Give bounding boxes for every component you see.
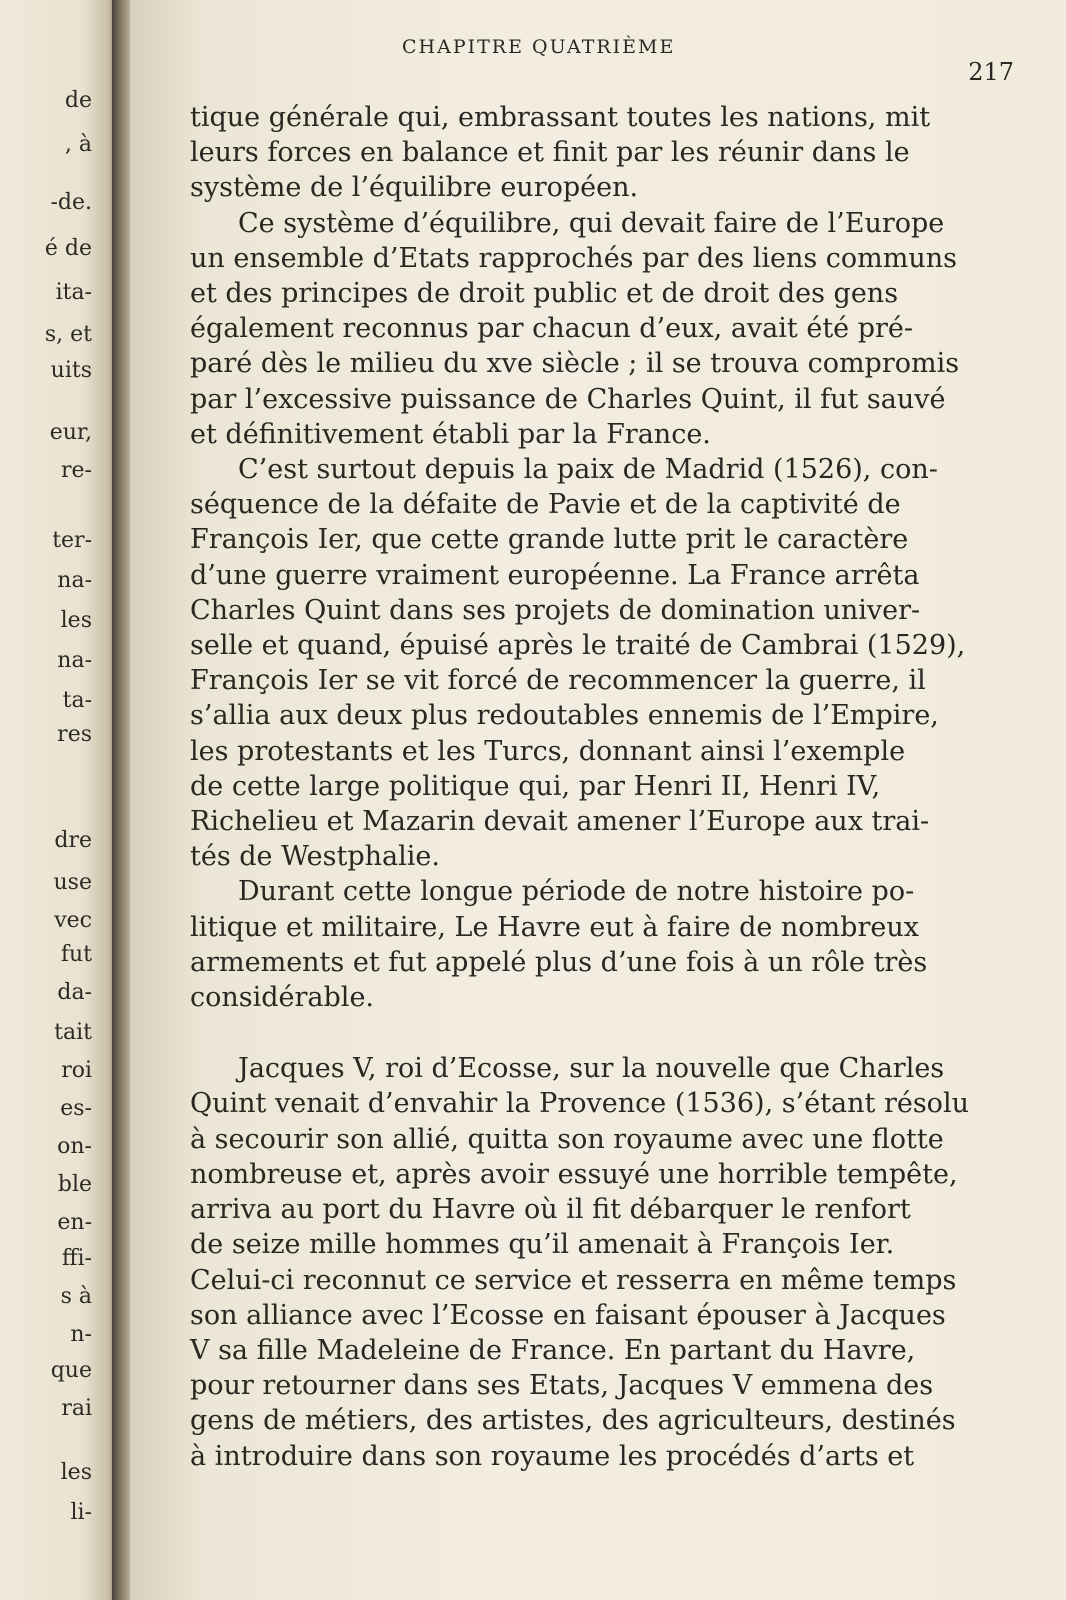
paragraph	[190, 100, 990, 206]
text-line: pour retourner dans ses Etats, Jacques V emmena des	[190, 1370, 934, 1402]
text-line: et des principes de droit public et de droit des gens	[190, 278, 899, 310]
text-line: Richelieu et Mazarin devait amener l’Europe aux trai-	[190, 806, 930, 838]
left-page-fragment: n-	[70, 1322, 92, 1347]
text-line: Celui-ci reconnut ce service et resserra en même temps	[190, 1264, 957, 1296]
left-page-fragment: rai	[61, 1396, 92, 1421]
text-line: François Ier se vit forcé de recommencer la guerre, il	[190, 665, 926, 697]
left-page-fragment: ble	[57, 1172, 92, 1197]
running-head: CHAPITRE QUATRIÈME	[402, 36, 676, 58]
left-page-fragment: res	[57, 722, 92, 747]
left-page-fragment: on-	[57, 1134, 92, 1159]
left-page-fragment: na-	[57, 648, 92, 673]
left-page-fragment: da-	[57, 980, 92, 1005]
text-line: Charles Quint dans ses projets de domination univer-	[190, 594, 921, 626]
text-line: un ensemble d’Etats rapprochés par des liens communs	[190, 242, 957, 274]
paragraph	[190, 452, 990, 874]
text-line: son alliance avec l’Ecosse en faisant épouser à Jacques	[190, 1299, 946, 1331]
left-page-fragment: dre	[54, 828, 92, 853]
text-line: Ce système d’équilibre, qui devait faire de l’Europe	[238, 207, 945, 239]
body-text	[190, 100, 990, 1474]
page-number: 217	[968, 58, 1014, 86]
left-page-fragment: é de	[44, 236, 92, 261]
left-page-fragment: s à	[60, 1284, 92, 1309]
paragraph	[190, 874, 990, 1015]
left-page-fragment: ita-	[55, 280, 92, 305]
left-page-fragment: tait	[54, 1020, 92, 1045]
left-page	[0, 0, 118, 1600]
left-page-fragment: de	[64, 88, 92, 113]
text-line: à introduire dans son royaume les procédés d’arts et	[190, 1440, 915, 1472]
text-line: C’est surtout depuis la paix de Madrid (1526), con-	[238, 454, 938, 486]
text-line: à secourir son allié, quitta son royaume avec une flotte	[190, 1123, 944, 1155]
right-page	[130, 0, 1066, 1600]
text-line: paré dès le milieu du xve siècle ; il se trouva compromis	[190, 348, 960, 380]
text-line: Durant cette longue période de notre histoire po-	[238, 876, 915, 908]
left-page-fragment: , à	[64, 132, 92, 157]
text-line: système de l’équilibre européen.	[190, 172, 639, 204]
left-page-fragment: roi	[61, 1058, 92, 1083]
text-line: également reconnus par chacun d’eux, avait été pré-	[190, 313, 914, 345]
left-page-fragment: en-	[57, 1210, 92, 1235]
text-line: armements et fut appelé plus d’une fois à un rôle très	[190, 946, 928, 978]
left-page-fragment: les	[60, 1460, 92, 1485]
left-page-fragment: vec	[54, 908, 92, 933]
left-page-fragment: s, et	[44, 322, 92, 347]
text-line: selle et quand, épuisé après le traité de Cambrai (1529),	[190, 630, 966, 662]
left-page-fragment: es-	[60, 1096, 92, 1121]
text-line: gens de métiers, des artistes, des agriculteurs, destinés	[190, 1405, 956, 1437]
text-line: séquence de la défaite de Pavie et de la captivité de	[190, 489, 901, 521]
paragraph	[190, 206, 990, 452]
paragraph-gap	[190, 1015, 990, 1051]
left-page-fragment: use	[53, 870, 92, 895]
left-page-fragment: eur,	[49, 420, 92, 445]
paragraph	[190, 1051, 990, 1473]
text-line: s’allia aux deux plus redoutables ennemis de l’Empire,	[190, 700, 939, 732]
text-line: V sa fille Madeleine de France. En partant du Havre,	[190, 1334, 916, 1366]
text-line: Quint venait d’envahir la Provence (1536), s’étant résolu	[190, 1088, 969, 1120]
text-line: litique et militaire, Le Havre eut à faire de nombreux	[190, 911, 919, 943]
left-page-fragment: ta-	[62, 688, 92, 713]
left-page-fragment: li-	[70, 1500, 92, 1525]
text-line: par l’excessive puissance de Charles Quint, il fut sauvé	[190, 383, 946, 415]
text-line: Jacques V, roi d’Ecosse, sur la nouvelle que Charles	[238, 1053, 945, 1085]
text-line: d’une guerre vraiment européenne. La France arrêta	[190, 559, 920, 591]
text-line: nombreuse et, après avoir essuyé une horrible tempête,	[190, 1158, 958, 1190]
left-page-fragment: ter-	[52, 528, 92, 553]
left-page-fragment: que	[50, 1358, 92, 1383]
left-page-fragment: fut	[60, 942, 92, 967]
text-line: de cette large politique qui, par Henri II, Henri IV,	[190, 770, 881, 802]
left-page-fragment: les	[60, 608, 92, 633]
left-page-fragment: re-	[61, 458, 92, 483]
text-line: et définitivement établi par la France.	[190, 418, 711, 450]
text-line: considérable.	[190, 982, 375, 1014]
text-line: François Ier, que cette grande lutte prit le caractère	[190, 524, 909, 556]
left-page-fragment: na-	[57, 568, 92, 593]
text-line: arriva au port du Havre où il fit débarquer le renfort	[190, 1194, 911, 1226]
text-line: tique générale qui, embrassant toutes les nations, mit	[190, 102, 931, 133]
left-page-fragment: ffi-	[61, 1246, 92, 1271]
text-line: les protestants et les Turcs, donnant ainsi l’exemple	[190, 735, 906, 767]
left-page-fragment: uits	[50, 358, 92, 383]
text-line: tés de Westphalie.	[190, 841, 440, 873]
text-line: de seize mille hommes qu’il amenait à François Ier.	[190, 1229, 895, 1261]
text-line: leurs forces en balance et finit par les réunir dans le	[190, 137, 910, 169]
left-page-fragment: -de.	[50, 190, 92, 215]
